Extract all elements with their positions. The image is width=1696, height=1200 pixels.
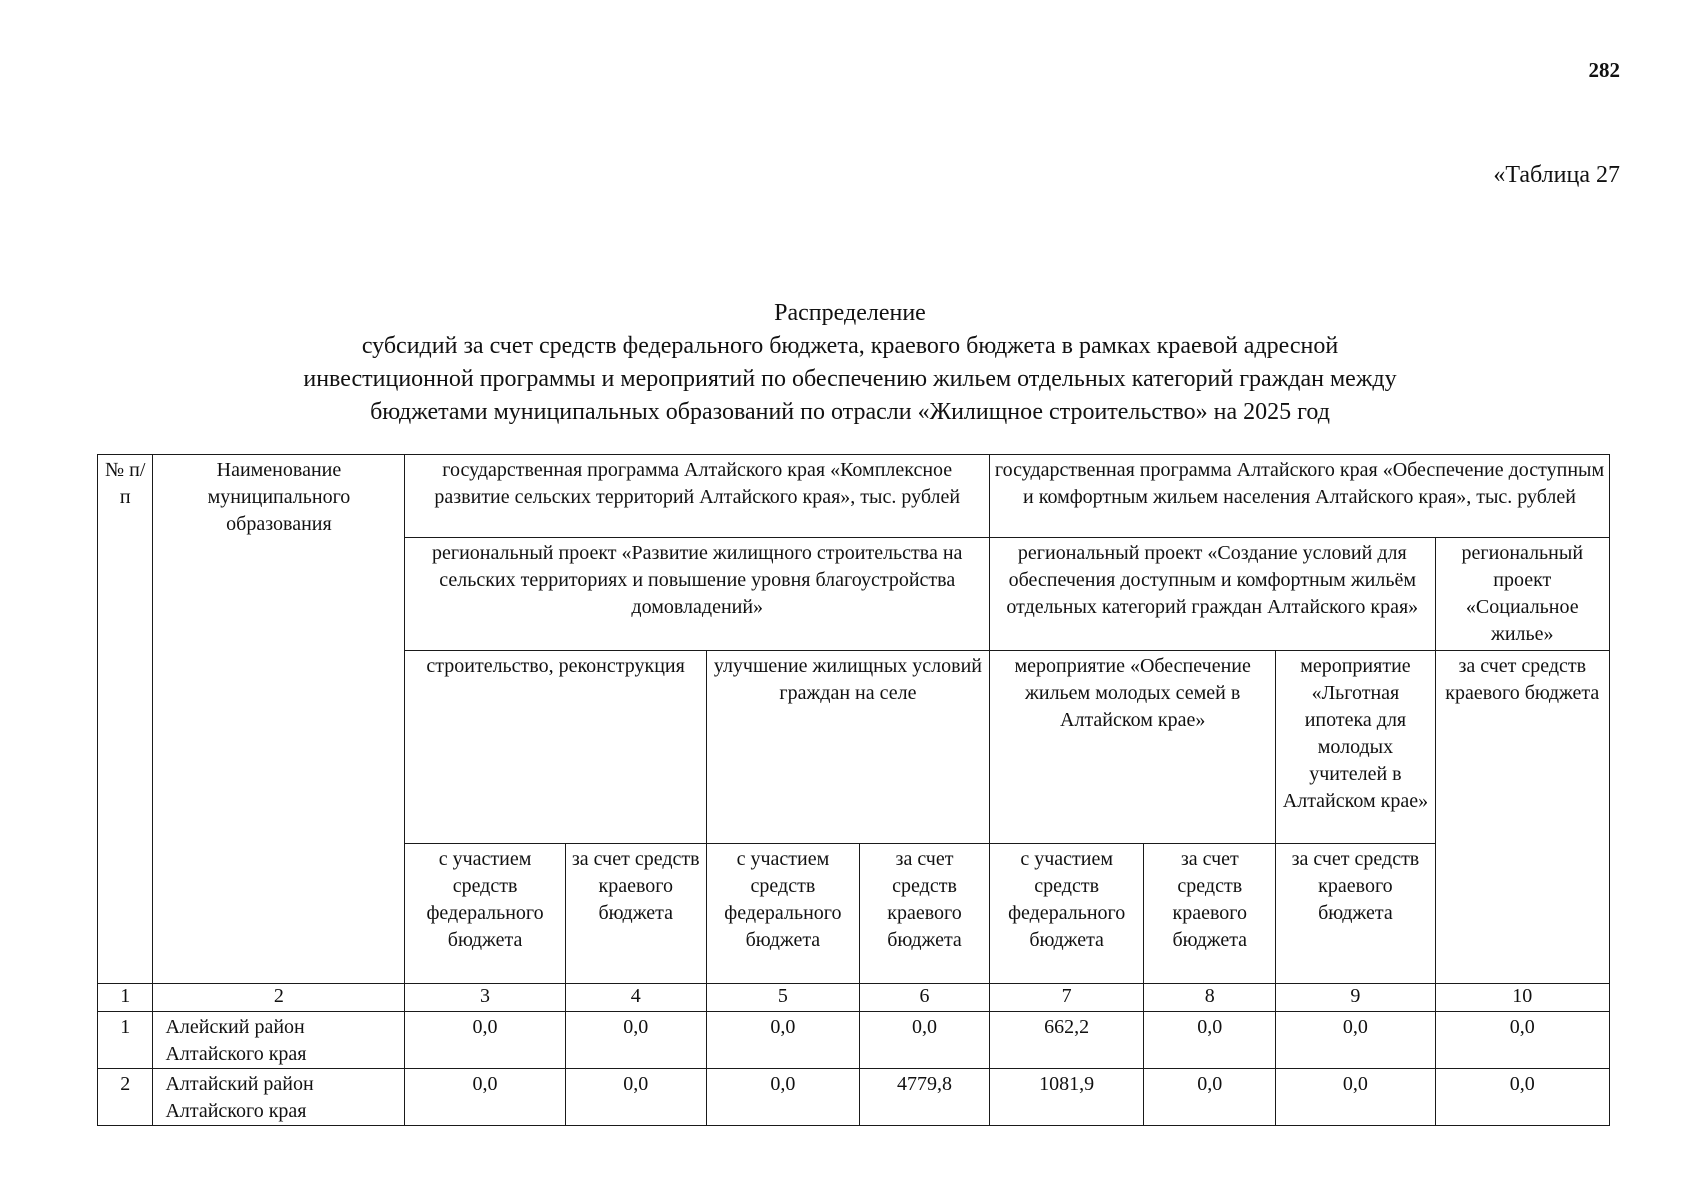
header-measure-regional-budget: за счет средств краевого бюджета xyxy=(1435,651,1609,984)
table-row xyxy=(98,1012,1610,1069)
header-measure-teachers-mortgage: мероприятие «Льготная ипотека для молодых учителей в Алтайском крае» xyxy=(1276,651,1435,844)
row-no: 2 xyxy=(98,1069,153,1126)
cell-value: 4779,8 xyxy=(860,1069,990,1126)
header-sub-regional: за счет средств краевого бюджета xyxy=(1144,844,1276,984)
cell-value: 0,0 xyxy=(706,1012,859,1069)
cell-value: 0,0 xyxy=(1144,1069,1276,1126)
column-number: 7 xyxy=(990,984,1144,1012)
row-no: 1 xyxy=(98,1012,153,1069)
cell-value: 0,0 xyxy=(706,1069,859,1126)
title-line: бюджетами муниципальных образований по отрасли «Жилищное строительство» на 2025 год xyxy=(370,399,1330,425)
title-line: субсидий за счет средств федерального бюджета, краевого бюджета в рамках краевой адресной xyxy=(361,333,1339,359)
cell-value: 0,0 xyxy=(565,1069,706,1126)
column-number: 9 xyxy=(1276,984,1435,1012)
column-number: 6 xyxy=(860,984,990,1012)
cell-value: 662,2 xyxy=(990,1012,1144,1069)
cell-value: 0,0 xyxy=(1276,1069,1435,1126)
subsidy-table xyxy=(97,454,1610,1126)
header-project-3: региональный проект «Социальное жилье» xyxy=(1435,538,1609,651)
table-row xyxy=(98,1069,1610,1126)
column-number-row xyxy=(98,984,1610,1012)
cell-value: 0,0 xyxy=(1276,1012,1435,1069)
table-label: «Таблица 27 xyxy=(1493,162,1620,188)
column-number: 3 xyxy=(405,984,565,1012)
header-measure-young-families: мероприятие «Обеспечение жильем молодых семей в Алтайском крае» xyxy=(990,651,1276,844)
cell-value: 0,0 xyxy=(1144,1012,1276,1069)
municipality-name: Алейский район Алтайского края xyxy=(153,1012,405,1069)
page-number: 282 xyxy=(1588,58,1620,82)
title-line: инвестиционной программы и мероприятий по обеспечению жильем отдельных категорий граждан между xyxy=(303,366,1397,392)
cell-value: 0,0 xyxy=(405,1012,565,1069)
municipality-name: Алтайский район Алтайского края xyxy=(153,1069,405,1126)
header-sub-federal: с участием средств федерального бюджета xyxy=(706,844,859,984)
header-measure-rural-housing: улучшение жилищных условий граждан на селе xyxy=(706,651,989,844)
header-project-1: региональный проект «Развитие жилищного строительства на сельских территориях и повышение уровня благоустройства домовладений» xyxy=(405,538,990,651)
header-sub-federal: с участием средств федерального бюджета xyxy=(405,844,565,984)
header-project-2: региональный проект «Создание условий для обеспечения доступным и комфортным жильём отдельных категорий граждан Алтайского края» xyxy=(990,538,1436,651)
cell-value: 0,0 xyxy=(405,1069,565,1126)
header-no: № п/п xyxy=(98,455,153,984)
header-program-1: государственная программа Алтайского края «Комплексное развитие сельских территорий Алтайского края», тыс. рублей xyxy=(405,455,990,538)
cell-value: 0,0 xyxy=(565,1012,706,1069)
column-number: 4 xyxy=(565,984,706,1012)
column-number: 10 xyxy=(1435,984,1609,1012)
header-program-2: государственная программа Алтайского края «Обеспечение доступным и комфортным жильем населения Алтайского края», тыс. рублей xyxy=(990,455,1610,538)
column-number: 8 xyxy=(1144,984,1276,1012)
cell-value: 0,0 xyxy=(860,1012,990,1069)
cell-value: 1081,9 xyxy=(990,1069,1144,1126)
title-line: Распределение xyxy=(774,300,926,326)
column-number: 1 xyxy=(98,984,153,1012)
header-sub-regional: за счет средств краевого бюджета xyxy=(1276,844,1435,984)
header-sub-regional: за счет средств краевого бюджета xyxy=(565,844,706,984)
cell-value: 0,0 xyxy=(1435,1012,1609,1069)
column-number: 2 xyxy=(153,984,405,1012)
header-name: Наименование муниципального образования xyxy=(153,455,405,984)
document-title xyxy=(160,297,1540,429)
header-sub-federal: с участием средств федерального бюджета xyxy=(990,844,1144,984)
column-number: 5 xyxy=(706,984,859,1012)
header-sub-regional: за счет средств краевого бюджета xyxy=(860,844,990,984)
header-measure-construction: строительство, реконструкция xyxy=(405,651,706,844)
cell-value: 0,0 xyxy=(1435,1069,1609,1126)
